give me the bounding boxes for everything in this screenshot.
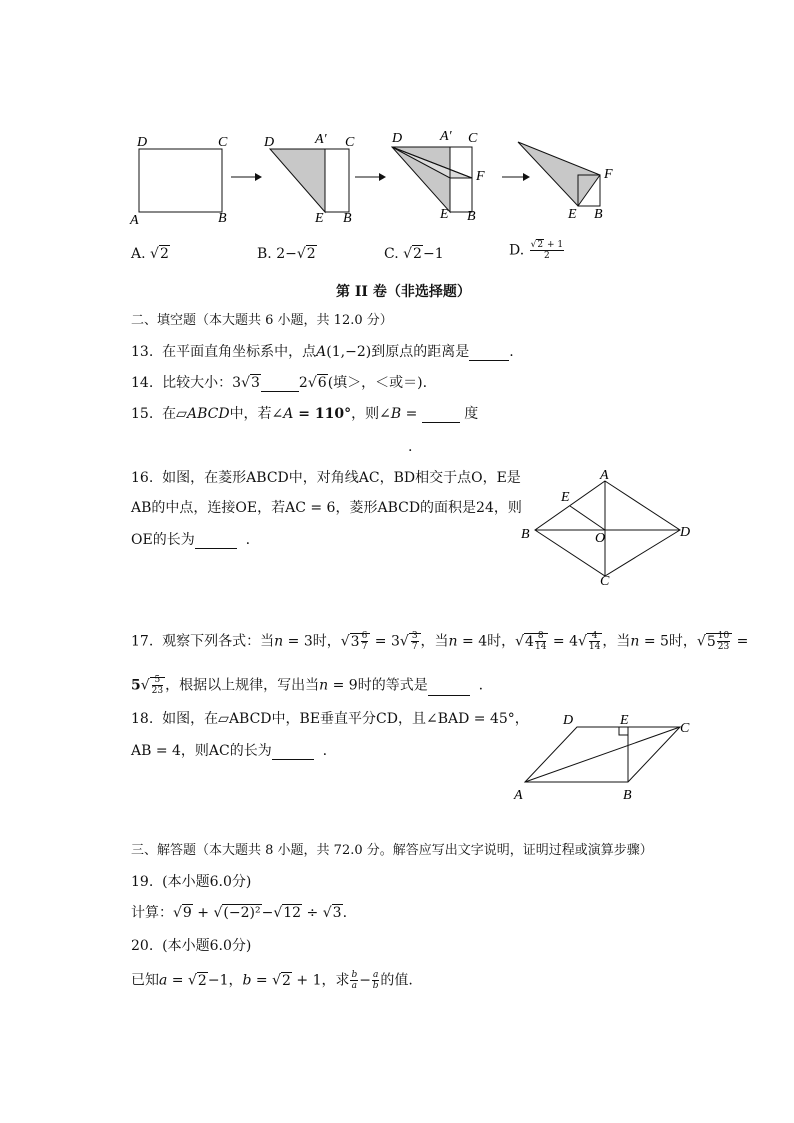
svg-text:A′: A′: [440, 129, 452, 144]
label-A: A: [514, 788, 523, 803]
label-B: B: [521, 527, 530, 542]
question-19-body: 计算：√9 + √(−2)²−√12 ÷ √3.: [131, 905, 348, 921]
option-c: C. √2−1: [384, 246, 444, 262]
section-2-title: 第 II 卷（非选择题）: [336, 284, 471, 300]
question-16-line3: OE的长为 .: [131, 532, 251, 548]
question-13: 13. 在平面直角坐标系中，点A(1,−2)到原点的距离是 .: [131, 344, 514, 360]
svg-text:B: B: [594, 207, 603, 222]
label-E: E: [561, 490, 570, 505]
folding-figures: [0, 120, 794, 230]
option-a: A. √2: [131, 246, 169, 262]
question-14: 14. 比较大小：3√3 2√6(填＞，＜或＝).: [131, 375, 428, 391]
option-d: D. $\frac{√2 + 1}{2}$: [509, 240, 564, 261]
svg-text:C: C: [345, 135, 355, 150]
label-C: C: [600, 574, 610, 589]
option-b: B. 2−√2: [257, 246, 316, 262]
question-18-line1: 18. 如图，在▱ABCD中，BE垂直平分CD，且∠BAD = 45°，: [131, 711, 529, 727]
label-C: C: [218, 135, 228, 150]
question-17-line1: 17. 观察下列各式：当n = 3时，√3 $\frac{6}{7}$ = 3√ $\frac{3}{7}$ ，当n = 4时，√4 $\frac{8}{14}$ = 4√ $\frac{4}{14}$ ，当n = 5时，√5 $\frac{10}{23}$ =: [131, 631, 749, 652]
label-C: C: [680, 721, 690, 736]
svg-text:E: E: [315, 211, 324, 226]
label-A: A: [130, 213, 139, 228]
figure-3-fold: [391, 129, 485, 224]
question-20-body: 已知a = √2−1，b = √2 + 1，求 $\frac{b}{a}$ − $\frac{a}{b}$ 的值.: [131, 970, 413, 991]
rhombus-figure: [510, 466, 710, 590]
figure-1-rectangle: [129, 135, 228, 228]
label-B: B: [623, 788, 632, 803]
label-D: D: [680, 525, 691, 540]
svg-text:F: F: [604, 167, 613, 182]
svg-text:E: E: [440, 207, 449, 222]
label-E: E: [620, 713, 629, 728]
question-16-line2: AB的中点，连接OE，若AC = 6，菱形ABCD的面积是24，则: [131, 500, 522, 516]
question-18-line2: AB = 4，则AC的长为 .: [131, 743, 328, 759]
svg-text:D: D: [392, 131, 403, 146]
label-B: B: [218, 211, 227, 226]
label-A: A: [600, 468, 609, 483]
question-15: 15. 在▱ABCD中，若∠A = 110°，则∠B = 度: [131, 406, 479, 422]
label-O: O: [595, 531, 606, 546]
question-17-line2: 5√ $\frac{5}{23}$ ，根据以上规律，写出当n = 9时的等式是 .: [131, 675, 484, 696]
question-20-header: 20. (本小题6.0分): [131, 938, 252, 954]
section-2-heading: 二、填空题（本大题共 6 小题，共 12.0 分）: [131, 313, 393, 328]
svg-text:B: B: [343, 211, 352, 226]
arrow-2: [355, 173, 386, 181]
label-D: D: [563, 713, 574, 728]
figure-4-fold: [518, 142, 613, 222]
svg-text:B: B: [467, 209, 476, 224]
svg-text:F: F: [476, 169, 485, 184]
parallelogram-figure: [505, 708, 705, 804]
arrow-1: [231, 173, 262, 181]
question-19-header: 19. (本小题6.0分): [131, 874, 252, 890]
figure-2-fold: [263, 132, 355, 226]
svg-text:E: E: [568, 207, 577, 222]
svg-text:A′: A′: [315, 132, 327, 147]
svg-text:D: D: [264, 135, 275, 150]
question-16-line1: 16. 如图，在菱形ABCD中，对角线AC，BD相交于点O，E是: [131, 470, 521, 486]
arrow-3: [502, 173, 530, 181]
q15-dot: .: [408, 439, 413, 455]
section-3-heading: 三、解答题（本大题共 8 小题，共 72.0 分。解答应写出文字说明，证明过程或演算步骤）: [131, 843, 653, 858]
label-D: D: [137, 135, 148, 150]
svg-text:C: C: [468, 131, 478, 146]
